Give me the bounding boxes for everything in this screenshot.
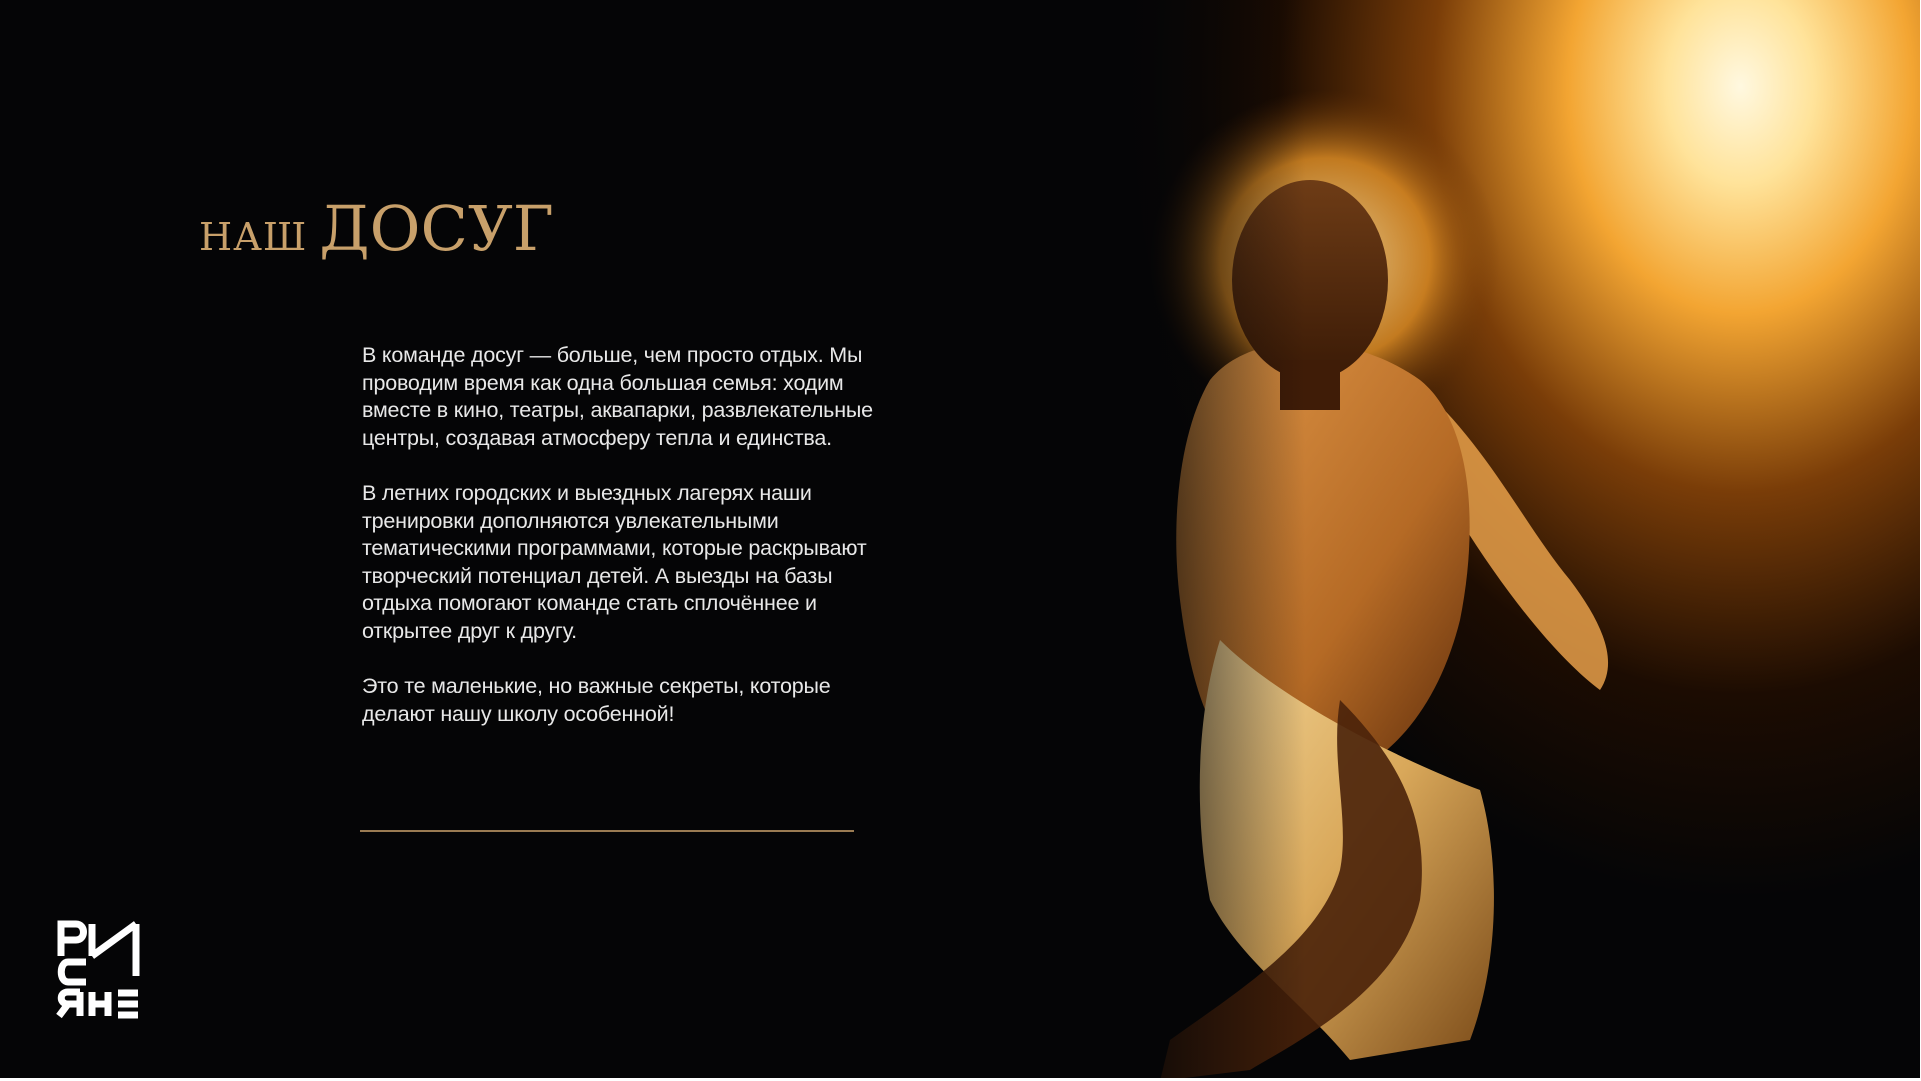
paragraph-2: В летних городских и выездных лагерях наши тренировки дополняются увлекательными тематическими программами, которые раскрывают творческий потенциал детей. А выезды на базы отдыха помогают команде стать сплочённее и открытее друг к другу. xyxy=(362,480,867,643)
divider-line xyxy=(360,830,854,832)
paragraph-1: В команде досуг — больше, чем просто отдых. Мы проводим время как одна большая семья: ходим вместе в кино, театры, аквапарки, развлекательные центры, создавая атмосферу тепла и единства. xyxy=(362,343,873,450)
description-block xyxy=(362,342,902,756)
girl-photo xyxy=(1100,0,1921,1081)
paragraph-3: Это те маленькие, но важные секреты, которые делают нашу школу особенной! xyxy=(362,674,831,726)
logo-mark xyxy=(56,920,142,1020)
title-main: ДОСУГ xyxy=(319,192,554,265)
page-title xyxy=(199,192,554,265)
title-prefix: НАШ xyxy=(199,215,308,259)
girl-in-backlight-photo-icon xyxy=(1100,0,1921,1081)
risuyane-logo-icon xyxy=(56,920,142,1020)
